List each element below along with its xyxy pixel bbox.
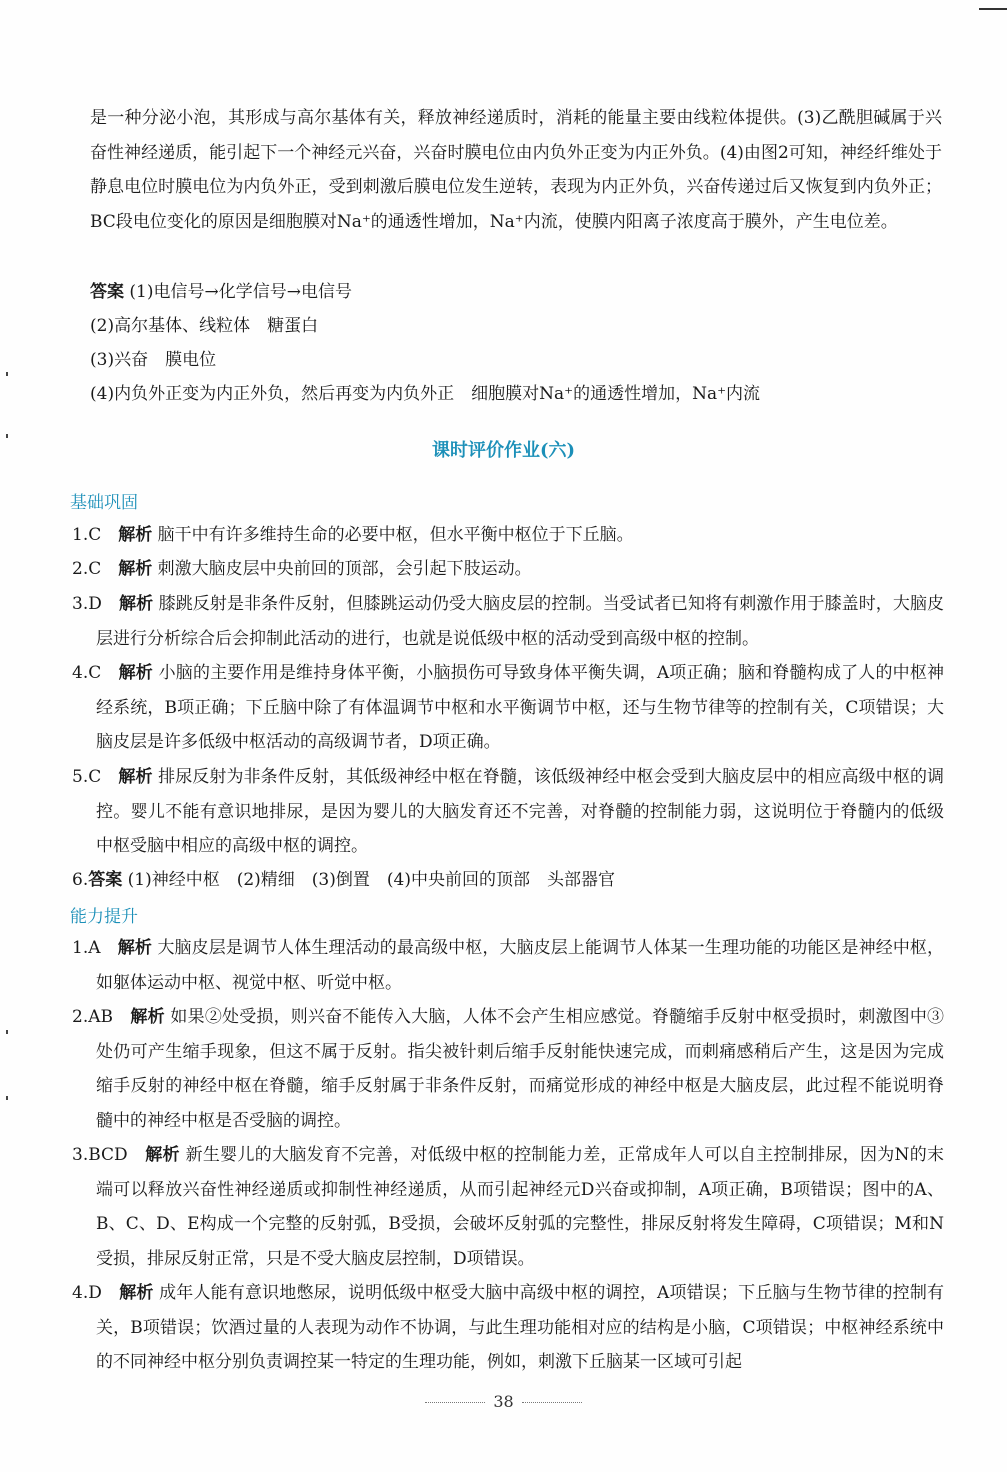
corner-mark — [979, 8, 1007, 10]
footer-rule-right — [522, 1402, 582, 1403]
subheading-advanced: 能力提升 — [70, 907, 138, 927]
item-text: 如果②处受损，则兴奋不能传入大脑，人体不会产生相应感觉。脊髓缩手反射中枢受损时，刺激图中③处仍可产生缩手现象，但这不属于反射。指尖被针刺后缩手反射能快速完成，而刺痛感稍后产生，这是因为完成缩手反射的神经中枢在脊髓，缩手反射属于非条件反射，而痛觉形成的神经中枢是大脑皮层，此过程不能说明脊髓中的神经中枢是否受脑的调控。 — [96, 1007, 945, 1131]
item-text: (1)神经中枢 (2)精细 (3)倒置 (4)中央前回的顶部 头部器官 — [127, 870, 615, 890]
item-label: 解析 — [118, 663, 153, 683]
margin-mark — [6, 1096, 8, 1100]
item-number: 2.AB — [72, 1007, 113, 1027]
list-item — [72, 863, 944, 898]
item-label: 解析 — [118, 525, 153, 545]
list-item — [72, 760, 944, 864]
item-number: 2.C — [72, 559, 102, 579]
item-text: 新生婴儿的大脑发育不完善，对低级中枢的控制能力差，正常成年人可以自主控制排尿，因为N的末端可以释放兴奋性神经递质或抑制性神经递质，从而引起神经元D兴奋或抑制，A项正确，B项错误；图中的A、B、C、D、E构成一个完整的反射弧，B受损，会破坏反射弧的完整性，排尿反射将发生障碍，C项错误；M和N受损，排尿反射正常，只是不受大脑皮层控制，D项错误。 — [96, 1145, 945, 1269]
page-footer — [0, 1392, 1007, 1411]
item-text: 脑干中有许多维持生命的必要中枢，但水平衡中枢位于下丘脑。 — [157, 525, 634, 545]
list-item — [72, 656, 944, 760]
item-label: 解析 — [117, 938, 152, 958]
margin-mark — [6, 1030, 8, 1034]
item-number: 1.A — [72, 938, 101, 958]
item-label: 解析 — [145, 1145, 180, 1165]
item-text: 膝跳反射是非条件反射，但膝跳运动仍受大脑皮层的控制。当受试者已知将有刺激作用于膝盖时，大脑皮层进行分析综合后会抑制此活动的进行，也就是说低级中枢的活动受到高级中枢的控制。 — [96, 594, 945, 649]
intro-answer-line: (3)兴奋 膜电位 — [90, 350, 217, 370]
item-label: 解析 — [119, 594, 154, 614]
intro-answer-line: (4)内负外正变为内正外负，然后再变为内负外正 细胞膜对Na⁺的通透性增加，Na⁺内流 — [90, 384, 761, 404]
list-item — [72, 552, 944, 587]
item-text: 大脑皮层是调节人体生理活动的最高级中枢，大脑皮层上能调节人体某一生理功能的功能区是神经中枢，如躯体运动中枢、视觉中枢、听觉中枢。 — [96, 938, 945, 993]
item-text: 排尿反射为非条件反射，其低级神经中枢在脊髓，该低级神经中枢会受到大脑皮层中的相应高级中枢的调控。婴儿不能有意识地排尿，是因为婴儿的大脑发育还不完善，对脊髓的控制能力弱，这说明位于脊髓内的低级中枢受脑中相应的高级中枢的调控。 — [96, 767, 945, 856]
answer-label: 答案 — [90, 282, 124, 302]
item-number: 6. — [72, 870, 89, 890]
intro-answer-line: (2)高尔基体、线粒体 糖蛋白 — [90, 316, 319, 336]
item-label: 答案 — [88, 870, 123, 890]
list-item — [72, 1000, 944, 1138]
item-label: 解析 — [119, 1283, 154, 1303]
item-label: 解析 — [118, 767, 153, 787]
page-number: 38 — [493, 1392, 514, 1411]
footer-rule-left — [425, 1402, 485, 1403]
intro-answer-line — [90, 280, 352, 304]
item-number: 3.BCD — [72, 1145, 128, 1165]
item-number: 3.D — [72, 594, 102, 614]
item-number: 4.D — [72, 1283, 102, 1303]
margin-mark — [6, 372, 8, 376]
item-text: 成年人能有意识地憋尿，说明低级中枢受大脑中高级中枢的调控，A项错误；下丘脑与生物节律的控制有关，B项错误；饮酒过量的人表现为动作不协调，与此生理功能相对应的结构是小脑，C项错误；中枢神经系统中的不同神经中枢分别负责调控某一特定的生理功能，例如，刺激下丘脑某一区域可引起 — [96, 1283, 945, 1372]
item-number: 5.C — [72, 767, 102, 787]
item-label: 解析 — [118, 559, 153, 579]
section-title: 课时评价作业(六) — [431, 440, 576, 461]
item-number: 4.C — [72, 663, 102, 683]
list-item — [72, 1276, 944, 1380]
list-item — [72, 587, 944, 656]
item-text: 刺激大脑皮层中央前回的顶部，会引起下肢运动。 — [157, 559, 532, 579]
item-number: 1.C — [72, 525, 102, 545]
intro-paragraph: 是一种分泌小泡，其形成与高尔基体有关，释放神经递质时，消耗的能量主要由线粒体提供。(3)乙酰胆碱属于兴奋性神经递质，能引起下一个神经元兴奋，兴奋时膜电位由内负外正变为内正外负。(4)由图2可知，神经纤维处于静息电位时膜电位为内负外正，受到刺激后膜电位发生逆转，表现为内正外负，兴奋传递过后又恢复到内负外正；BC段电位变化的原因是细胞膜对Na⁺的通透性增加，Na⁺内流，使膜内阳离子浓度高于膜外，产生电位差。 — [90, 108, 942, 232]
item-label: 解析 — [130, 1007, 165, 1027]
list-item — [72, 518, 944, 553]
answer-text: (1)电信号→化学信号→电信号 — [129, 282, 352, 302]
list-item — [72, 1138, 944, 1276]
subheading-basic: 基础巩固 — [70, 493, 138, 513]
item-text: 小脑的主要作用是维持身体平衡，小脑损伤可导致身体平衡失调，A项正确；脑和脊髓构成了人的中枢神经系统，B项正确；下丘脑中除了有体温调节中枢和水平衡调节中枢，还与生物节律等的控制有关，C项错误；大脑皮层是许多低级中枢活动的高级调节者，D项正确。 — [96, 663, 945, 752]
list-item — [72, 931, 944, 1000]
